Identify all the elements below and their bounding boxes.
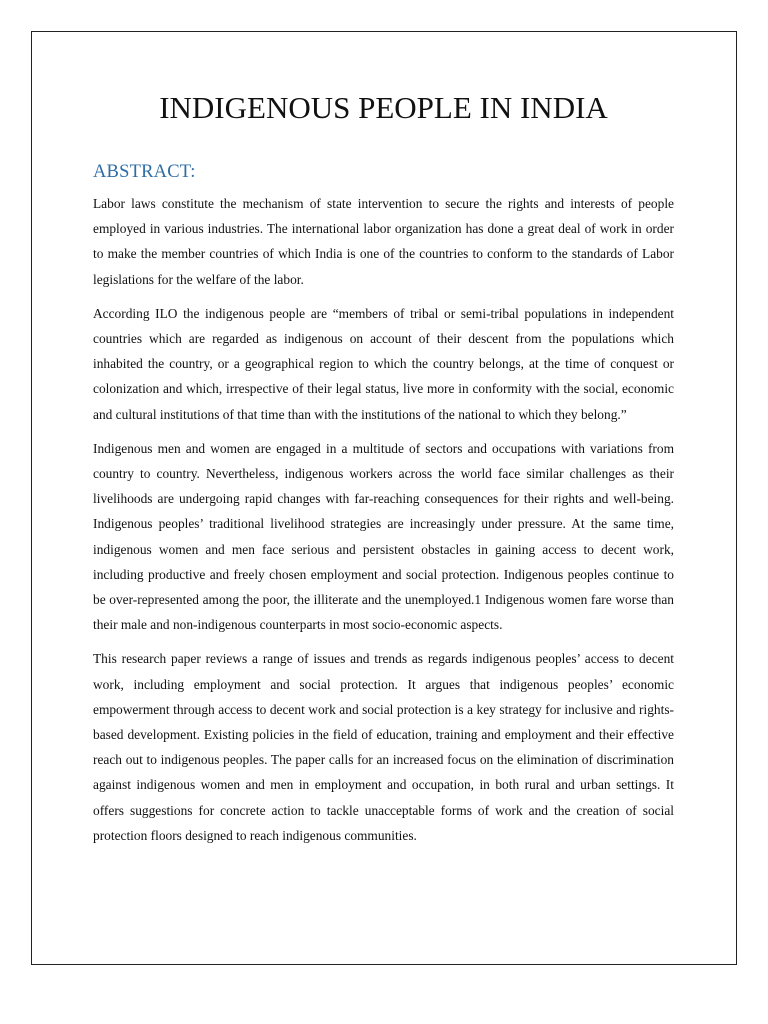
abstract-heading: ABSTRACT: <box>93 162 196 182</box>
abstract-paragraphs <box>93 191 674 857</box>
paragraph-4: This research paper reviews a range of issues and trends as regards indigenous peoples’ access to decent work, including employment and social protection. It argues that indigenous peoples’ economic empowerment through access to decent work and social protection is a key strategy for inclusive and rights-based development. Existing policies in the field of education, training and employment and their effective reach out to indigenous peoples. The paper calls for an increased focus on the elimination of discrimination against indigenous women and men in employment and occupation, in both rural and urban settings. It offers suggestions for concrete action to tackle unacceptable forms of work and the creation of social protection floors designed to reach indigenous communities. <box>93 651 674 843</box>
paragraph-3: Indigenous men and women are engaged in a multitude of sectors and occupations with variations from country to country. Nevertheless, indigenous workers across the world face similar challenges as their livelihoods are undergoing rapid changes with far-reaching consequences for their rights and well-being. Indigenous peoples’ traditional livelihood strategies are increasingly under pressure. At the same time, indigenous women and men face serious and persistent obstacles in gaining access to decent work, including productive and freely chosen employment and social protection. Indigenous peoples continue to be over-represented among the poor, the illiterate and the unemployed.1 Indigenous women fare worse than their male and non-indigenous counterparts in most socio-economic aspects. <box>93 440 674 633</box>
document-title: INDIGENOUS PEOPLE IN INDIA <box>159 90 608 125</box>
paragraph-1: Labor laws constitute the mechanism of state intervention to secure the rights and interests of people employed in various industries. The international labor organization has done a great deal of work in order to make the member countries of which India is one of the countries to conform to the standards of Labor legislations for the welfare of the labor. <box>93 196 674 287</box>
paragraph-2: According ILO the indigenous people are “members of tribal or semi-tribal populations in independent countries which are regarded as indigenous on account of their descent from the populations which inhabited the country, or a geographical region to which the country belongs, at the time of conquest or colonization and which, irrespective of their legal status, live more in conformity with the social, economic and cultural institutions of that time than with the institutions of the national to which they belong.” <box>93 305 674 422</box>
